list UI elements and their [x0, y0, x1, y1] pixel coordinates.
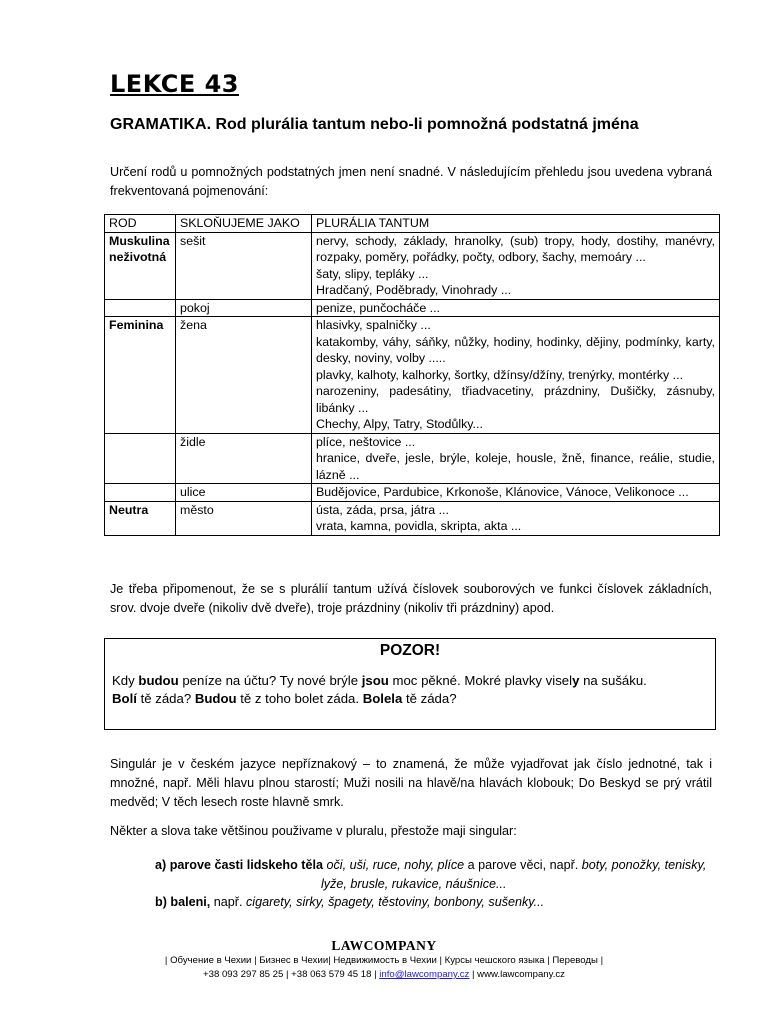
pozor-lines [112, 672, 715, 708]
cell-sklonujeme-jako: sešit [176, 232, 312, 299]
list-item-b [155, 893, 715, 912]
cell-rod: Feminina [105, 317, 176, 434]
cell-pluralia-tantum [312, 484, 720, 502]
pozor-fragment: budou [138, 673, 179, 688]
cell-sklonujeme-jako: pokoj [176, 299, 312, 317]
pozor-fragment: na sušáku. [579, 673, 647, 688]
list-a-items: boty, ponožky, tenisky, [581, 858, 707, 872]
footer-email-link[interactable]: info@lawcompany.cz [379, 969, 470, 980]
pluralia-line: Chechy, Alpy, Tatry, Stodůlky... [316, 417, 483, 431]
singular-paragraph [110, 755, 712, 812]
table-row [105, 317, 720, 434]
list-a-body: oči, uši, ruce, nohy, plíce [326, 858, 465, 872]
pluralia-line: plavky, kalhoty, kalhorky, šortky, džínsy/džíny, trenýrky, montérky ... [316, 367, 684, 382]
list-b-mid: např. [210, 895, 246, 909]
plural-tantum-table [104, 214, 720, 536]
pluralia-line: penize, punčocháče ... [316, 300, 440, 315]
cell-sklonujeme-jako: ulice [176, 484, 312, 502]
cell-sklonujeme-jako: město [176, 501, 312, 535]
list-item-a-cont [155, 875, 715, 894]
table-row [105, 433, 720, 484]
pluralia-line: nervy, schody, základy, hranolky, (sub) tropy, hody, dostihy, manévry, rozpaky, poměry, pořádky, počty, odbory, šachy, memoáry ... [316, 233, 715, 264]
note-paragraph [110, 580, 712, 618]
list-a-cont: lyže, brusle, rukavice, náušnice... [321, 876, 507, 891]
cell-pluralia-tantum [312, 232, 720, 299]
pozor-fragment: Kdy [112, 673, 139, 688]
pluralia-line: hranice, dveře, jesle, brýle, koleje, housle, žně, finance, reálie, studie, lázně ... [316, 451, 715, 482]
pozor-fragment: peníze na účtu? Ty nové brýle [178, 673, 362, 688]
cell-rod: Muskulina neživotná [105, 232, 176, 299]
pozor-fragment: tě záda? [136, 691, 195, 706]
pozor-fragment: Budou [194, 691, 237, 706]
footer-contacts [0, 968, 768, 982]
examples-list [155, 856, 715, 912]
pozor-fragment: moc pěkné. Mokré plavky visel [388, 673, 573, 688]
table-row [105, 299, 720, 317]
pluralia-line: ústa, záda, prsa, játra ... [316, 502, 449, 517]
pozor-box [104, 638, 716, 730]
footer [0, 938, 768, 982]
cell-rod [105, 433, 176, 484]
cell-sklonujeme-jako: židle [176, 433, 312, 484]
header-sklonujeme: SKLOŇUJEME JAKO [176, 215, 312, 233]
pluralia-line: vrata, kamna, povidla, skripta, akta ... [316, 519, 522, 533]
pozor-line-1 [112, 672, 715, 690]
pozor-fragment: tě záda? [402, 691, 457, 706]
section-title: GRAMATIKA. Rod plurália tantum nebo-li pomnožná podstatná jména [110, 116, 639, 133]
footer-web: | www.lawcompany.cz [469, 969, 565, 980]
intro-text: Určení rodů u pomnožných podstatných jmen není snadné. V následujícím přehledu jsou uvedena vybraná frekventovaná pojmenování: [110, 165, 712, 198]
cell-pluralia-tantum [312, 299, 720, 317]
pluralia-line: šaty, slipy, tepláky ... [316, 266, 429, 281]
list-b-label: b) baleni, [155, 895, 211, 909]
pozor-fragment: Bolí [112, 691, 137, 706]
pozor-title: POZOR! [379, 642, 441, 659]
pluralia-line: katakomby, váhy, sáňky, nůžky, hodiny, hodinky, dějiny, podmínky, karty, desky, noviny, volby ..... [316, 334, 715, 365]
table-row [105, 232, 720, 299]
note-text: Je třeba připomenout, že se s plurálií tantum užívá číslovek souborových ve funkci číslovek základních, srov. dvoje dveře (nikoliv dvě dveře), troje prázdniny (nikoliv tři prázdniny) apod. [110, 582, 712, 615]
cell-pluralia-tantum [312, 317, 720, 434]
table-body [105, 232, 720, 535]
pozor-fragment: y [572, 673, 580, 688]
cell-rod [105, 484, 176, 502]
list-b-items: cigarety, sirky, špagety, těstoviny, bonbony, sušenky... [245, 895, 545, 909]
pluralia-line: hlasivky, spalničky ... [316, 318, 431, 332]
pozor-fragment: jsou [361, 673, 389, 688]
pluralia-line: narozeniny, padesátiny, třiadvacetiny, prázdniny, Dušičky, zásnuby, libánky ... [316, 384, 715, 415]
pluralia-line: plíce, neštovice ... [316, 434, 416, 449]
pluralia-line: Budějovice, Pardubice, Krkonoše, Klánovice, Vánoce, Velikonoce ... [316, 485, 689, 499]
singular-text: Singulár je v českém jazyce nepříznakový – to znamená, že může vyjadřovat jak číslo jednotné, tak i množné, např. Měli hlavu plnou starostí; Muži nosili na hlavě/na hlavách klobouk; Do Beskyd se prý vrátil medvěd; V těch lesech roste hlavně smrk. [110, 757, 712, 809]
cell-rod [105, 299, 176, 317]
plural-intro-paragraph [110, 822, 712, 841]
pluralia-line: Hradčaný, Poděbrady, Vinohrady ... [316, 283, 512, 297]
cell-pluralia-tantum [312, 433, 720, 484]
header-rod: ROD [105, 215, 176, 233]
plural-intro-text: Někter a slova take většinou použivame v pluralu, přestože maji singular: [110, 824, 517, 838]
table-row [105, 501, 720, 535]
list-a-mid: a parove věci, např. [464, 858, 582, 872]
cell-rod: Neutra [105, 501, 176, 535]
pozor-line-2 [112, 690, 715, 708]
footer-phones: +38 093 297 85 25 | +38 063 579 45 18 | [203, 969, 380, 980]
intro-paragraph [110, 163, 712, 201]
table-row [105, 484, 720, 502]
footer-services: | Обучение в Чехии | Бизнес в Чехии| Недвижимость в Чехии | Курсы чешского языка | Переводы | [164, 955, 604, 966]
list-item-a [155, 856, 715, 875]
pozor-fragment: Bolela [362, 691, 403, 706]
list-a-label: a) parove časti lidskeho těla [155, 858, 323, 872]
pozor-fragment: tě z toho bolet záda. [236, 691, 363, 706]
table-header-row [105, 215, 720, 233]
cell-sklonujeme-jako: žena [176, 317, 312, 434]
footer-brand: LAWCOMPANY [331, 938, 437, 953]
lesson-title: LEKCE 43 [110, 70, 239, 98]
header-pluralia: PLURÁLIA TANTUM [312, 215, 720, 233]
cell-pluralia-tantum [312, 501, 720, 535]
